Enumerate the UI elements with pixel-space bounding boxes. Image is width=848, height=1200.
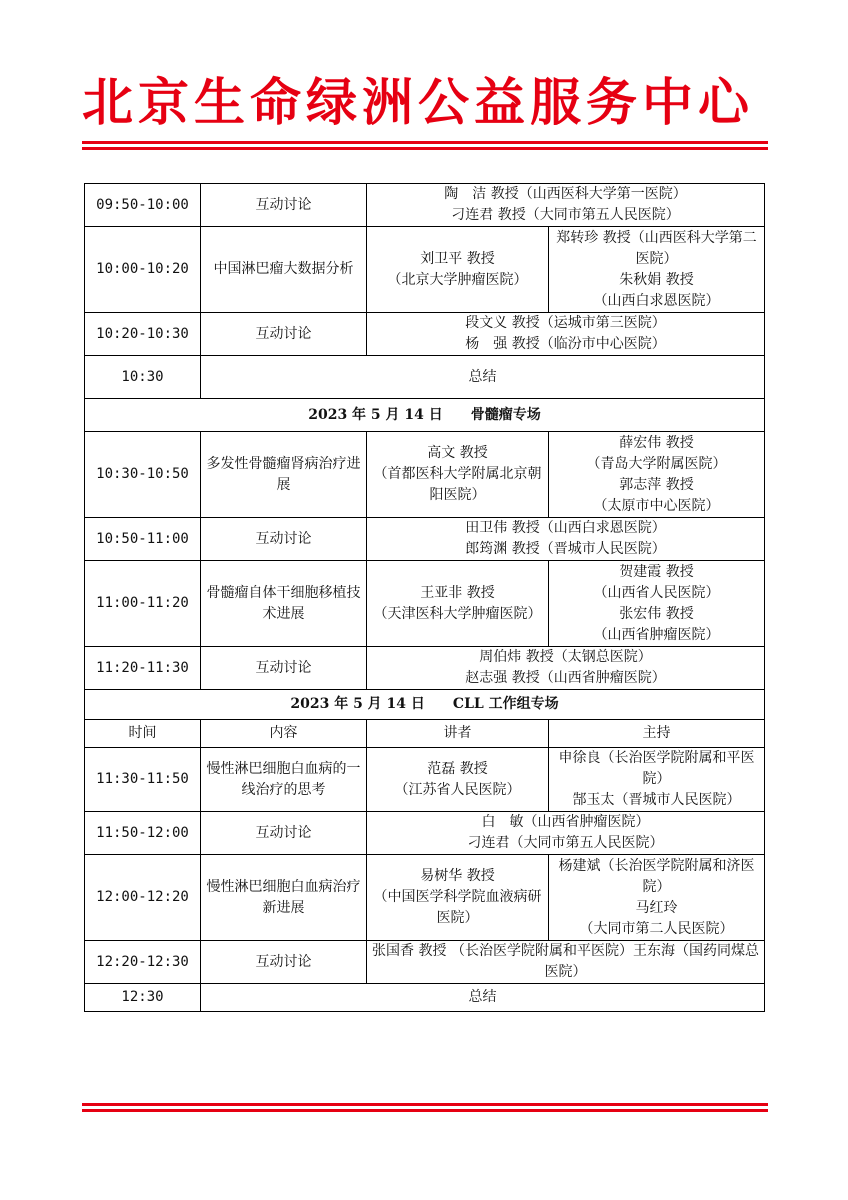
content-cell [201, 855, 367, 941]
text-line: 刘卫平 教授 [420, 250, 495, 267]
text-line: （太原市中心医院） [593, 497, 720, 514]
content-cell [201, 227, 367, 313]
summary-text: 总结 [468, 368, 497, 385]
speaker-cell [367, 561, 549, 647]
text-line: 刁连君 教授（大同市第五人民医院） [451, 207, 680, 223]
content-cell [201, 518, 367, 561]
text-line: （大同市第二人民医院） [579, 920, 734, 937]
header-rule-top [82, 141, 768, 144]
organization-title: 北京生命绿洲公益服务中心 [82, 74, 755, 133]
content-text: 互动讨论 [255, 196, 312, 213]
text-line: 周伯炜 教授（太钢总医院） [479, 649, 652, 665]
speaker-cell [367, 227, 549, 313]
time-text: 10:20-10:30 [96, 325, 189, 342]
content-text: 骨髓瘤自体干细胞移植技术进展 [206, 584, 361, 622]
speaker-cell [367, 855, 549, 941]
text-line: （首都医科大学附属北京朝阳医院） [373, 466, 542, 503]
summary-text: 总结 [468, 989, 497, 1005]
speaker-cell [367, 748, 549, 812]
text-line: 高文 教授 [427, 445, 488, 461]
text-line: （山西省肿瘤医院） [593, 626, 720, 643]
header-time [85, 720, 201, 748]
hosts-cell [367, 313, 765, 356]
content-cell [201, 313, 367, 356]
hosts-cell [367, 184, 765, 227]
summary-cell [201, 356, 765, 399]
hosts-cell [367, 647, 765, 690]
time-text: 11:50-12:00 [96, 824, 189, 841]
time-cell [85, 356, 201, 399]
time-cell [85, 432, 201, 518]
content-text: 慢性淋巴细胞白血病的一线治疗的思考 [206, 760, 361, 798]
time-cell [85, 748, 201, 812]
content-text: 互动讨论 [255, 824, 312, 841]
time-cell [85, 984, 201, 1012]
hosts-cell [367, 812, 765, 855]
time-text: 12:20-12:30 [96, 953, 189, 970]
schedule-row [85, 647, 765, 690]
text-line: 王亚非 教授 [420, 584, 495, 601]
time-cell [85, 184, 201, 227]
schedule-row [85, 356, 765, 399]
time-cell [85, 227, 201, 313]
section-topic: 骨髓瘤专场 [470, 406, 541, 423]
text-line: （北京大学肿瘤医院） [387, 271, 528, 288]
chair-cell [549, 855, 765, 941]
time-text: 12:00-12:20 [96, 889, 189, 905]
header-label: 主持 [642, 725, 671, 741]
header-label: 时间 [128, 725, 157, 741]
chair-cell [549, 561, 765, 647]
chair-cell [549, 227, 765, 313]
text-line: 薛宏伟 教授 [619, 434, 694, 451]
header-label: 讲者 [443, 725, 472, 741]
hosts-cell [367, 518, 765, 561]
content-cell [201, 812, 367, 855]
text-line: 郑转珍 教授（山西医科大学第二医院） [556, 229, 757, 267]
schedule-row [85, 184, 765, 227]
header-content [201, 720, 367, 748]
text-line: 段文义 教授（运城市第三医院） [465, 315, 666, 331]
time-text: 10:30 [121, 368, 164, 385]
speaker-cell [367, 432, 549, 518]
time-text: 10:30-10:50 [96, 466, 189, 482]
time-text: 11:20-11:30 [96, 659, 189, 676]
header-rule-bottom [82, 147, 768, 150]
time-text: 11:30-11:50 [96, 771, 189, 787]
text-line: 杨 强 教授（临汾市中心医院） [465, 336, 666, 352]
text-line: 马红玲 [635, 899, 678, 916]
content-cell [201, 941, 367, 984]
schedule-row [85, 227, 765, 313]
header-chair [549, 720, 765, 748]
text-line: （中国医学科学院血液病研医院） [373, 889, 542, 926]
text-line: 郎筠渊 教授（晋城市人民医院） [465, 541, 666, 557]
time-cell [85, 855, 201, 941]
text-line: 张国香 教授 （长治医学院附属和平医院）王东海（国药同煤总医院） [372, 943, 759, 980]
text-line: （青岛大学附属医院） [586, 455, 727, 472]
header-speaker [367, 720, 549, 748]
schedule-row [85, 748, 765, 812]
schedule-row [85, 984, 765, 1012]
schedule-row [85, 690, 765, 720]
time-cell [85, 561, 201, 647]
text-line: 范磊 教授 [427, 760, 488, 777]
header-label: 内容 [269, 725, 298, 741]
footer-rule-top [82, 1103, 768, 1106]
text-line: 张宏伟 教授 [619, 605, 694, 622]
text-line: （江苏省人民医院） [394, 781, 521, 798]
schedule-row [85, 941, 765, 984]
hosts-cell [367, 941, 765, 984]
text-line: 贺建霞 教授 [619, 563, 694, 580]
time-text: 10:50-11:00 [96, 530, 189, 547]
content-cell [201, 748, 367, 812]
schedule-row [85, 313, 765, 356]
time-text: 12:30 [121, 989, 164, 1005]
text-line: 朱秋娟 教授 [619, 271, 694, 288]
text-line: 陶 洁 教授（山西医科大学第一医院） [444, 186, 687, 202]
footer-rule-bottom [82, 1109, 768, 1112]
content-text: 多发性骨髓瘤肾病治疗进展 [206, 455, 361, 493]
text-line: 田卫伟 教授（山西白求恩医院） [465, 520, 666, 536]
summary-cell [201, 984, 765, 1012]
chair-cell [549, 432, 765, 518]
schedule-table [84, 183, 765, 1012]
time-text: 10:00-10:20 [96, 261, 189, 277]
time-cell [85, 518, 201, 561]
section-date: 2023 年 5 月 14 日 [290, 696, 425, 712]
text-line: 郜玉太（晋城市人民医院） [572, 792, 741, 808]
content-text: 慢性淋巴细胞白血病治疗新进展 [206, 878, 361, 916]
schedule-row [85, 812, 765, 855]
text-line: 杨建斌（长治医学院附属和济医院） [558, 857, 755, 895]
content-cell [201, 647, 367, 690]
schedule-row [85, 432, 765, 518]
text-line: 郭志萍 教授 [619, 476, 694, 493]
time-cell [85, 313, 201, 356]
content-cell [201, 432, 367, 518]
content-text: 互动讨论 [255, 953, 312, 970]
text-line: 易树华 教授 [420, 868, 495, 884]
content-text: 中国淋巴瘤大数据分析 [213, 261, 354, 277]
section-date: 2023 年 5 月 14 日 [308, 406, 443, 423]
text-line: （山西省人民医院） [593, 584, 720, 601]
text-line: 白 敏（山西省肿瘤医院） [481, 814, 650, 830]
text-line: （天津医科大学肿瘤医院） [373, 605, 542, 622]
time-cell [85, 941, 201, 984]
schedule-row [85, 720, 765, 748]
content-text: 互动讨论 [255, 530, 312, 547]
schedule-row [85, 855, 765, 941]
text-line: （山西白求恩医院） [593, 292, 720, 309]
schedule-row [85, 561, 765, 647]
section-heading [85, 399, 765, 432]
time-cell [85, 812, 201, 855]
content-text: 互动讨论 [255, 325, 312, 342]
content-text: 互动讨论 [255, 659, 312, 676]
section-heading [85, 690, 765, 720]
schedule-row [85, 518, 765, 561]
schedule-row [85, 399, 765, 432]
time-text: 09:50-10:00 [96, 196, 189, 213]
content-cell [201, 184, 367, 227]
chair-cell [549, 748, 765, 812]
text-line: 刁连君（大同市第五人民医院） [467, 835, 664, 851]
text-line: 赵志强 教授（山西省肿瘤医院） [465, 670, 666, 686]
content-cell [201, 561, 367, 647]
text-line: 申徐良（长治医学院附属和平医院） [558, 750, 755, 787]
section-topic: CLL 工作组专场 [452, 696, 559, 712]
time-cell [85, 647, 201, 690]
time-text: 11:00-11:20 [96, 595, 189, 611]
